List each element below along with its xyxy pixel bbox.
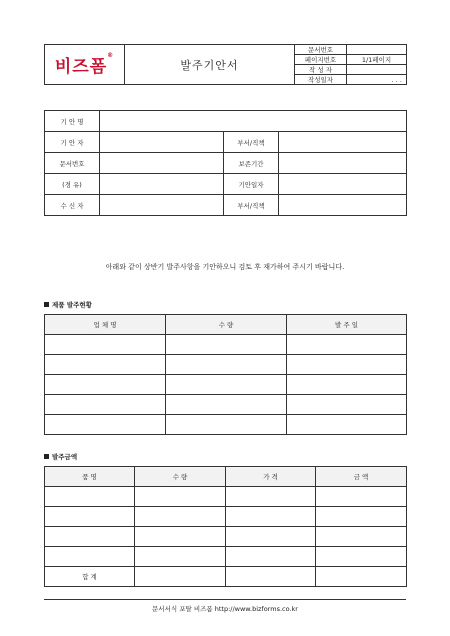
table-cell[interactable] bbox=[316, 547, 407, 567]
column-header: 수 량 bbox=[166, 315, 287, 335]
table-cell[interactable] bbox=[45, 375, 166, 395]
table-row bbox=[45, 335, 407, 355]
meta-label: 문서번호 bbox=[295, 45, 347, 55]
document-title: 발주기안서 bbox=[125, 45, 295, 85]
square-bullet-icon bbox=[44, 302, 49, 307]
total-row bbox=[45, 567, 407, 587]
table-cell[interactable] bbox=[226, 507, 316, 527]
table-cell[interactable] bbox=[287, 335, 407, 355]
table-cell[interactable] bbox=[166, 355, 287, 375]
total-label: 합 계 bbox=[45, 567, 135, 587]
info-value[interactable] bbox=[279, 174, 407, 195]
table-cell[interactable] bbox=[166, 415, 287, 435]
info-value[interactable] bbox=[100, 174, 224, 195]
table-cell[interactable] bbox=[316, 507, 407, 527]
table-cell[interactable] bbox=[45, 527, 135, 547]
table-cell[interactable] bbox=[166, 395, 287, 415]
table-row bbox=[45, 375, 407, 395]
info-label: 부서/직책 bbox=[224, 132, 279, 153]
table-cell[interactable] bbox=[166, 335, 287, 355]
header-table bbox=[44, 44, 407, 85]
table-cell[interactable] bbox=[287, 415, 407, 435]
column-header: 가 격 bbox=[226, 467, 316, 487]
table-cell[interactable] bbox=[135, 547, 226, 567]
meta-label: 작성일자 bbox=[295, 75, 347, 85]
info-value[interactable] bbox=[100, 132, 224, 153]
table-cell[interactable] bbox=[287, 355, 407, 375]
info-label: 기안일자 bbox=[224, 174, 279, 195]
square-bullet-icon bbox=[44, 454, 49, 459]
table-row bbox=[45, 355, 407, 375]
table-cell[interactable] bbox=[226, 527, 316, 547]
table-row bbox=[45, 487, 407, 507]
info-label: 문서번호 bbox=[45, 153, 100, 174]
info-label: 수 신 자 bbox=[45, 195, 100, 216]
table-cell[interactable] bbox=[226, 547, 316, 567]
info-value[interactable] bbox=[279, 132, 407, 153]
table-cell[interactable] bbox=[226, 567, 316, 587]
table-row bbox=[45, 547, 407, 567]
products-table bbox=[44, 314, 407, 435]
column-header: 발 주 일 bbox=[287, 315, 407, 335]
column-header: 금 액 bbox=[316, 467, 407, 487]
table-cell[interactable] bbox=[316, 567, 407, 587]
table-cell[interactable] bbox=[135, 487, 226, 507]
column-header: 수 량 bbox=[135, 467, 226, 487]
table-row bbox=[45, 507, 407, 527]
table-cell[interactable] bbox=[316, 487, 407, 507]
info-label: 보존기간 bbox=[224, 153, 279, 174]
table-cell[interactable] bbox=[287, 375, 407, 395]
meta-label: 작 성 자 bbox=[295, 65, 347, 75]
meta-value[interactable] bbox=[347, 65, 407, 75]
info-value[interactable] bbox=[279, 195, 407, 216]
info-value[interactable] bbox=[279, 153, 407, 174]
info-value[interactable] bbox=[100, 153, 224, 174]
meta-label: 페이지번호 bbox=[295, 55, 347, 65]
meta-value[interactable] bbox=[347, 45, 407, 55]
table-row bbox=[45, 415, 407, 435]
products-section-title: 제품 발주현황 bbox=[44, 300, 92, 309]
meta-value[interactable]: 1/1페이지 bbox=[347, 55, 407, 65]
table-cell[interactable] bbox=[45, 335, 166, 355]
info-label: (경 유) bbox=[45, 174, 100, 195]
info-label: 기 안 명 bbox=[45, 111, 100, 132]
table-cell[interactable] bbox=[135, 567, 226, 587]
footer-divider bbox=[44, 599, 406, 600]
table-cell[interactable] bbox=[226, 487, 316, 507]
column-header: 품 명 bbox=[45, 467, 135, 487]
table-cell[interactable] bbox=[45, 395, 166, 415]
table-cell[interactable] bbox=[287, 395, 407, 415]
info-label: 기 안 자 bbox=[45, 132, 100, 153]
table-row bbox=[45, 395, 407, 415]
logo-cell bbox=[45, 45, 125, 85]
info-label: 부서/직책 bbox=[224, 195, 279, 216]
table-cell[interactable] bbox=[135, 527, 226, 547]
table-cell[interactable] bbox=[45, 415, 166, 435]
column-header: 업 체 명 bbox=[45, 315, 166, 335]
orders-table bbox=[44, 466, 407, 587]
info-value[interactable] bbox=[100, 111, 407, 132]
info-table bbox=[44, 110, 407, 216]
orders-section-title: 발주금액 bbox=[44, 452, 77, 461]
table-cell[interactable] bbox=[45, 487, 135, 507]
table-cell[interactable] bbox=[45, 507, 135, 527]
statement-text: 아래와 같이 상반기 발주사항을 기안하오니 검토 후 재가하여 주시기 바랍니다. bbox=[105, 263, 345, 271]
table-row bbox=[45, 527, 407, 547]
table-cell[interactable] bbox=[45, 547, 135, 567]
table-cell[interactable] bbox=[316, 527, 407, 547]
info-value[interactable] bbox=[100, 195, 224, 216]
footer-text: 문서서식 포탈 비즈폼 http://www.bizforms.co.kr bbox=[152, 605, 298, 613]
meta-value[interactable]: . . . bbox=[347, 75, 407, 85]
bizforms-logo: 비즈폼® bbox=[54, 52, 115, 77]
table-cell[interactable] bbox=[135, 507, 226, 527]
table-cell[interactable] bbox=[45, 355, 166, 375]
table-cell[interactable] bbox=[166, 375, 287, 395]
